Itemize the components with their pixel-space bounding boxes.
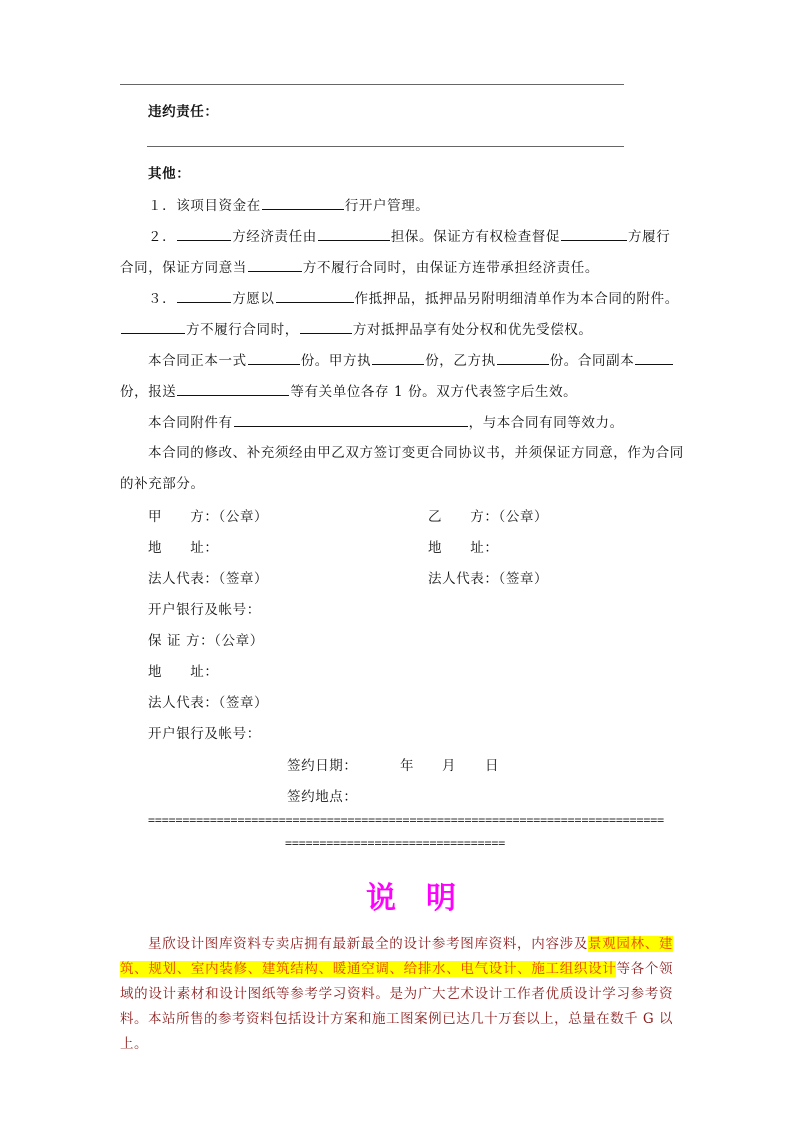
item2-text-d: 合同，保证方同意当 <box>120 260 247 276</box>
party-a-legal-rep: 法人代表：（签章） <box>148 571 269 587</box>
item2-text-b: 担保。保证方有权检查督促 <box>390 229 561 245</box>
copies-text-c: 份，乙方执 <box>425 353 496 369</box>
sign-date-label: 签约日期： <box>287 758 358 774</box>
attachments-line <box>148 412 624 433</box>
copies-text-d: 份。合同副本 <box>549 353 635 369</box>
guarantor-address: 地 址： <box>148 664 219 680</box>
item3-number: ３． <box>148 291 177 307</box>
blank-party[interactable] <box>248 257 302 272</box>
breach-fill-rule <box>147 146 624 147</box>
blank-attachments[interactable] <box>234 412 468 427</box>
item3-text-b: 作抵押品，抵押品另附明细清单作为本合同的附件。 <box>354 291 679 307</box>
other-heading: 其他： <box>148 166 191 182</box>
sign-date-day: 日 <box>485 758 500 774</box>
blank-party[interactable] <box>121 319 185 334</box>
guarantor-legal-rep: 法人代表：（签章） <box>148 695 269 711</box>
notice-title: 说明 <box>366 881 486 916</box>
guarantor-bank: 开户银行及帐号： <box>148 726 261 742</box>
blank-party-b-count[interactable] <box>497 350 549 365</box>
blank-party[interactable] <box>177 288 231 303</box>
blank-recipients[interactable] <box>177 381 289 396</box>
blank-duplicate-count[interactable] <box>635 350 673 365</box>
guarantor-name: 保 证 方：（公章） <box>148 633 264 649</box>
sign-place-label: 签约地点： <box>287 789 358 805</box>
other-item-3-line-1 <box>148 288 679 309</box>
sign-date-year: 年 <box>400 758 415 774</box>
copies-text-b: 份。甲方执 <box>300 353 372 369</box>
top-rule <box>120 84 624 85</box>
item2-number: ２． <box>148 229 177 245</box>
item1-prefix: １．该项目资金在 <box>148 198 261 214</box>
other-item-2-line-2 <box>120 257 599 278</box>
party-b-address: 地 址： <box>428 540 499 556</box>
blank-party[interactable] <box>561 226 627 241</box>
notice-text-part-2: 等各个领域的设计素材和设计图纸等参考学习资料。是为广大艺术设计工作者优质设计学习参考资料。本站所售的参考资料包括设计方案和施工图案例已达几十万套以上，总量在数千 G 以上。 <box>120 961 674 1052</box>
item2-text-e: 方不履行合同时，由保证方连带承担经济责任。 <box>302 260 600 276</box>
attachments-text-a: 本合同附件有 <box>148 415 233 431</box>
separator-line-2: ================================ <box>285 836 506 850</box>
copies-text-f: 等有关单位各存 1 份。双方代表签字后生效。 <box>290 384 578 400</box>
attachments-text-b: ，与本合同有同等效力。 <box>468 415 624 431</box>
notice-text-part-1: 星欣设计图库资料专卖店拥有最新最全的设计参考图库资料，内容涉及 <box>148 936 589 952</box>
party-a-address: 地 址： <box>148 540 219 556</box>
amendment-line-2: 的补充部分。 <box>120 476 205 492</box>
blank-party[interactable] <box>300 319 352 334</box>
blank-party[interactable] <box>177 226 231 241</box>
copies-text-e: 份，报送 <box>120 384 177 400</box>
blank-bank-name[interactable] <box>262 195 344 210</box>
other-item-2-line-1 <box>148 226 670 247</box>
copies-text-a: 本合同正本一式 <box>148 353 247 369</box>
other-item-3-line-2 <box>120 319 593 340</box>
blank-guarantor[interactable] <box>318 226 390 241</box>
separator-line-1: =========================================================================== <box>148 813 665 827</box>
notice-paragraph <box>120 932 673 1057</box>
notice-highlight-fields: 景观园林、建筑、规划、室内装修、建筑结构、暖通空调、给排水、电气设计、施工组织设计 <box>120 936 674 977</box>
blank-original-count[interactable] <box>248 350 300 365</box>
item3-text-a: 方愿以 <box>232 291 275 307</box>
blank-party-a-count[interactable] <box>372 350 424 365</box>
party-a-name: 甲 方：（公章） <box>148 509 269 525</box>
party-b-name: 乙 方：（公章） <box>428 509 549 525</box>
copies-line-2 <box>120 381 577 402</box>
party-a-bank: 开户银行及帐号： <box>148 602 261 618</box>
item2-text-a: 方经济责任由 <box>232 229 317 245</box>
item3-text-c: 方不履行合同时， <box>186 322 299 338</box>
sign-date-month: 月 <box>442 758 457 774</box>
other-item-1 <box>148 195 429 216</box>
item2-text-c: 方履行 <box>628 229 671 245</box>
item3-text-d: 方对抵押品享有处分权和优先受偿权。 <box>352 322 593 338</box>
item1-suffix: 行开户管理。 <box>344 198 430 214</box>
copies-line-1 <box>148 350 674 371</box>
party-b-legal-rep: 法人代表：（签章） <box>428 571 549 587</box>
amendment-line-1: 本合同的修改、补充须经由甲乙双方签订变更合同协议书，并须保证方同意，作为合同 <box>148 445 684 461</box>
breach-heading: 违约责任： <box>148 104 219 120</box>
blank-collateral[interactable] <box>276 288 354 303</box>
